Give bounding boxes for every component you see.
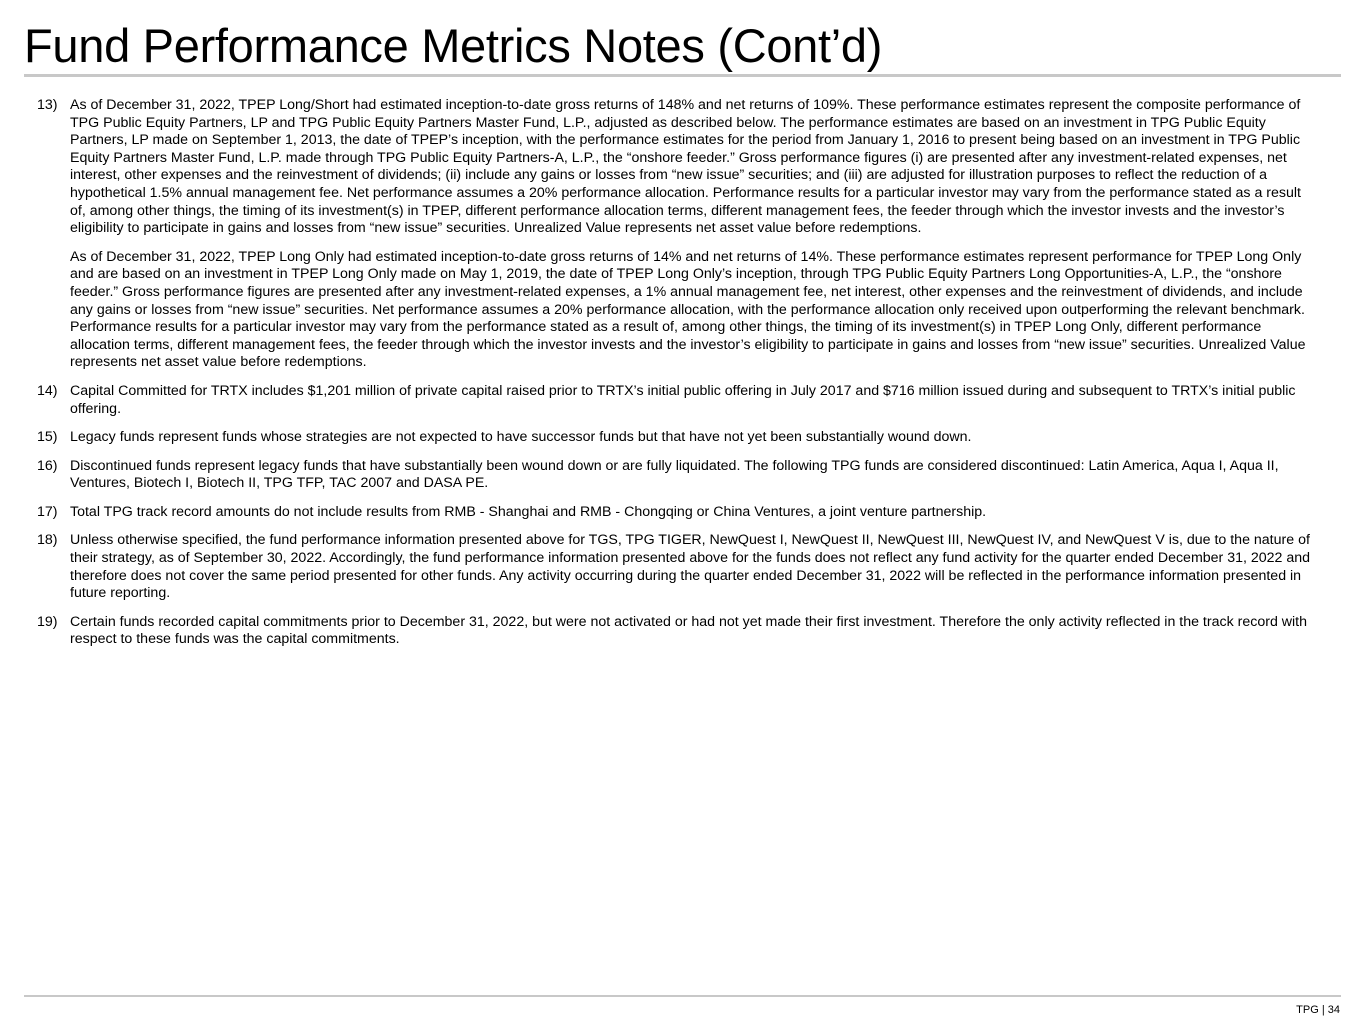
note-paragraph: Certain funds recorded capital commitments prior to December 31, 2022, but were not activated or had not yet made their first investment. Therefore the only activity reflected in the track record with respect to these funds was the capital commitments.	[70, 613, 1308, 648]
note-16	[24, 458, 1320, 493]
notes-list	[24, 97, 1320, 660]
note-number: 19)	[37, 613, 58, 630]
note-17	[24, 504, 1320, 522]
note-19	[24, 614, 1320, 649]
note-15	[24, 429, 1320, 447]
page-title: Fund Performance Metrics Notes (Cont’d)	[24, 19, 883, 72]
note-number: 17)	[37, 503, 58, 520]
note-18	[24, 532, 1320, 602]
note-number: 16)	[37, 457, 58, 474]
note-paragraph: Legacy funds represent funds whose strategies are not expected to have successor funds but that have not yet been substantially wound down.	[70, 429, 972, 446]
note-number: 15)	[37, 429, 58, 446]
note-number: 13)	[37, 97, 58, 113]
note-number: 14)	[37, 382, 58, 399]
note-paragraph: Unless otherwise specified, the fund performance information presented above for TGS, TPG TIGER, NewQuest I, NewQuest II, NewQuest III, NewQuest IV, and NewQuest V is, due to the nature of their strategy, as of September 30, 2022. Accordingly, the fund performance information presented above for the funds does not reflect any fund activity for the quarter ended December 31, 2022 and therefore does not cover the same period presented for other funds. Any activity occurring during the quarter ended December 31, 2022 will be reflected in the performance information presented in future reporting.	[70, 532, 1311, 602]
note-paragraph: As of December 31, 2022, TPEP Long Only had estimated inception-to-date gross returns of 14% and net returns of 14%. These performance estimates represent performance for TPEP Long Only and are based on an investment in TPEP Long Only made on May 1, 2019, the date of TPEP Long Only’s inception, through TPG Public Equity Partners Long Opportunities-A, L.P., the “onshore feeder.” Gross performance figures are presented after any investment-related expenses, a 1% annual management fee, net interest, other expenses and the reinvestment of dividends, and include any gains or losses from “new issue” securities. Net performance assumes a 20% performance allocation, with the performance allocation only received upon outperforming the relevant benchmark. Performance results for a particular investor may vary from the performance stated as a result of, among other things, the timing of its investment(s) in TPEP Long Only, different performance allocation terms, different management fees, the feeder through which the investor invests and the investor’s eligibility to participate in gains and losses from “new issue” securities. Unrealized Value represents net asset value before redemptions.	[70, 248, 1306, 371]
note-paragraph: Capital Committed for TRTX includes $1,201 million of private capital raised prior to TRTX’s initial public offering in July 2017 and $716 million issued during and subsequent to TRTX’s initial public offering.	[70, 382, 1296, 417]
note-paragraph: Discontinued funds represent legacy funds that have substantially been wound down or are fully liquidated. The following TPG funds are considered discontinued: Latin America, Aqua I, Aqua II, Ventures, Biotech I, Biotech II, TPG TFP, TAC 2007 and DASA PE.	[70, 457, 1279, 492]
title-divider	[24, 74, 1341, 77]
note-number: 18)	[37, 532, 58, 549]
note-14	[24, 383, 1320, 418]
note-13	[24, 97, 1320, 372]
note-paragraph: Total TPG track record amounts do not include results from RMB - Shanghai and RMB - Chongqing or China Ventures, a joint venture partnership.	[70, 503, 987, 520]
page-footer: TPG | 34	[1296, 1004, 1340, 1016]
note-paragraph: As of December 31, 2022, TPEP Long/Short had estimated inception-to-date gross returns of 148% and net returns of 109%. These performance estimates represent the composite performance of TPG Public Equity Partners, LP and TPG Public Equity Partners Master Fund, L.P., adjusted as described below. The performance estimates are based on an investment in TPG Public Equity Partners, LP made on September 1, 2013, the date of TPEP’s inception, with the performance estimates for the period from January 1, 2016 to present being based on an investment in TPG Public Equity Partners Master Fund, L.P. made through TPG Public Equity Partners-A, L.P., the “onshore feeder.” Gross performance figures (i) are presented after any investment-related expenses, net interest, other expenses and the reinvestment of dividends; (ii) include any gains or losses from “new issue” securities; and (iii) are adjusted for illustration purposes to reflect the reduction of a hypothetical 1.5% annual management fee. Net performance assumes a 20% performance allocation. Performance results for a particular investor may vary from the performance stated as a result of, among other things, the timing of its investment(s) in TPEP, different performance allocation terms, different management fees, the feeder through which the investor invests and the investor’s eligibility to participate in gains and losses from “new issue” securities. Unrealized Value represents net asset value before redemptions.	[70, 97, 1301, 237]
footer-divider	[24, 995, 1341, 997]
